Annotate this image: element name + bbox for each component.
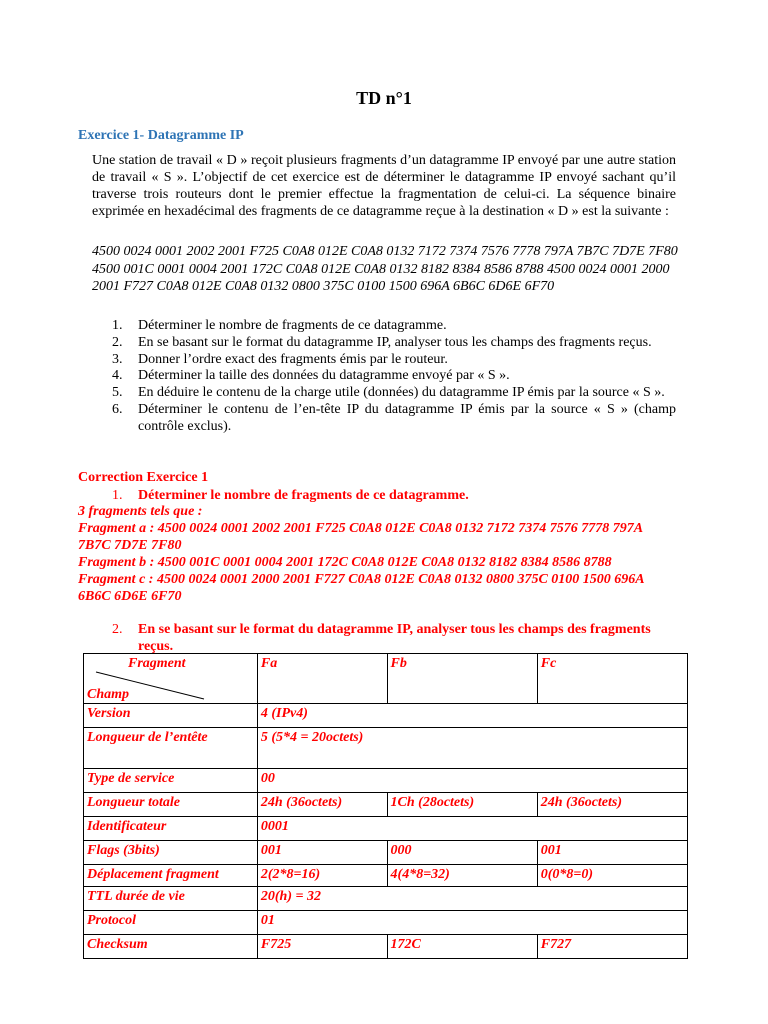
exercise-intro: Une station de travail « D » reçoit plusieurs fragments d’un datagramme IP envoyé par une autre station de travail « S ». L’objectif de cet exercice est de déterminer le datagramme IP envoyé sachant qu’il traverse trois routeurs dont le premier effectue la fragmentation de celui-ci. La séquence binaire exprimée en hexadécimal des fragments de ce datagramme reçue à la destination « D » est la suivante :: [92, 153, 676, 219]
cell-fc: F727: [537, 935, 687, 959]
correction-question-text: En se basant sur le format du datagramme IP, analyser tous les champs des fragments reçus.: [138, 622, 651, 654]
fragments-intro: 3 fragments tels que :: [78, 504, 203, 519]
corner-fragment-label: Fragment: [128, 656, 186, 671]
question-number: 3.: [112, 351, 123, 367]
row-value: 20(h) = 32: [257, 887, 687, 911]
table-row: [84, 887, 688, 911]
cell-fa: 24h (36octets): [257, 793, 387, 817]
row-value: 4 (IPv4): [257, 704, 687, 728]
table-row: [84, 728, 688, 769]
hex-sequence: 4500 0024 0001 2002 2001 F725 C0A8 012E C0A8 0132 7172 7374 7576 7778 797A 7B7C 7D7E 7F80 4500 001C 0001 0004 2001 172C C0A8 012E C0A8 0132 8182 8384 8586 8788 4500 0024 0001 2000 2001 F727 C0A8 012E C0A8 0132 0800 375C 0100 1500 696A 6B6C 6D6E 6F70: [92, 244, 678, 294]
cell-fc: 24h (36octets): [537, 793, 687, 817]
row-label: Longueur totale: [84, 793, 258, 817]
row-label: Type de service: [84, 769, 258, 793]
cell-fb: 4(4*8=32): [387, 865, 537, 887]
table-row: [84, 935, 688, 959]
correction-question-number: 1.: [112, 488, 123, 503]
table-row: [84, 817, 688, 841]
page-title: TD n°1: [356, 88, 412, 108]
row-label: Protocol: [84, 911, 258, 935]
cell-fb: 172C: [387, 935, 537, 959]
question-item: [112, 318, 676, 335]
question-item: [112, 352, 676, 369]
question-text: En se basant sur le format du datagramme IP, analyser tous les champs des fragments reçus.: [138, 334, 652, 350]
correction-question-2: [112, 621, 652, 655]
question-item: [112, 402, 676, 436]
row-label: Longueur de l’entête: [84, 728, 258, 769]
table-row: [84, 865, 688, 887]
correction-question-text: Déterminer le nombre de fragments de ce datagramme.: [138, 488, 469, 503]
row-label: Identificateur: [84, 817, 258, 841]
corner-header-cell: [84, 654, 258, 704]
row-value: 01: [257, 911, 687, 935]
corner-champ-label: Champ: [87, 687, 130, 702]
question-number: 2.: [112, 334, 123, 350]
header-fb: Fb: [387, 654, 537, 704]
question-number: 1.: [112, 318, 123, 333]
row-label: Déplacement fragment: [84, 865, 258, 887]
cell-fb: 1Ch (28octets): [387, 793, 537, 817]
cell-fc: 0(0*8=0): [537, 865, 687, 887]
correction-question-number: 2.: [112, 622, 123, 637]
row-label: Checksum: [84, 935, 258, 959]
question-number: 4.: [112, 368, 123, 384]
cell-fb: 000: [387, 841, 537, 865]
question-text: Déterminer le contenu de l’en-tête IP du datagramme IP émis par la source « S » (champ contrôle exclus).: [138, 401, 676, 434]
table-row: [84, 841, 688, 865]
question-item: [112, 368, 676, 385]
fragment-list: [78, 520, 678, 605]
question-list: [112, 318, 676, 436]
table-row: [84, 704, 688, 728]
cell-fa: 2(2*8=16): [257, 865, 387, 887]
header-fc: Fc: [537, 654, 687, 704]
question-number: 5.: [112, 385, 123, 401]
row-label: TTL durée de vie: [84, 887, 258, 911]
question-text: Déterminer la taille des données du datagramme envoyé par « S ».: [138, 368, 510, 384]
fragment-c: Fragment c : 4500 0024 0001 2000 2001 F727 C0A8 012E C0A8 0132 0800 375C 0100 1500 696A 6B6C 6D6E 6F70: [78, 572, 644, 604]
question-item: [112, 385, 676, 402]
question-number: 6.: [112, 401, 123, 417]
row-value: 0001: [257, 817, 687, 841]
table-row: [84, 793, 688, 817]
cell-fa: 001: [257, 841, 387, 865]
question-text: Déterminer le nombre de fragments de ce datagramme.: [138, 318, 447, 333]
table-row: [84, 911, 688, 935]
question-text: Donner l’ordre exact des fragments émis par le routeur.: [138, 351, 448, 367]
row-label: Version: [84, 704, 258, 728]
correction-question-1: [112, 487, 632, 504]
header-fa: Fa: [257, 654, 387, 704]
exercise-heading: Exercice 1- Datagramme IP: [78, 128, 244, 143]
question-item: [112, 335, 676, 352]
cell-fc: 001: [537, 841, 687, 865]
ip-fields-table: [83, 653, 688, 959]
fragment-a: Fragment a : 4500 0024 0001 2002 2001 F725 C0A8 012E C0A8 0132 7172 7374 7576 7778 797A 7B7C 7D7E 7F80: [78, 521, 643, 553]
table-header-row: [84, 654, 688, 704]
row-label: Flags (3bits): [84, 841, 258, 865]
question-text: En déduire le contenu de la charge utile (données) du datagramme IP émis par la source « S ».: [138, 385, 665, 401]
fragment-b: Fragment b : 4500 001C 0001 0004 2001 172C C0A8 012E C0A8 0132 8182 8384 8586 8788: [78, 555, 612, 570]
row-value: 00: [257, 769, 687, 793]
correction-heading: Correction Exercice 1: [78, 470, 209, 485]
table-row: [84, 769, 688, 793]
row-value: 5 (5*4 = 20octets): [257, 728, 687, 769]
cell-fa: F725: [257, 935, 387, 959]
